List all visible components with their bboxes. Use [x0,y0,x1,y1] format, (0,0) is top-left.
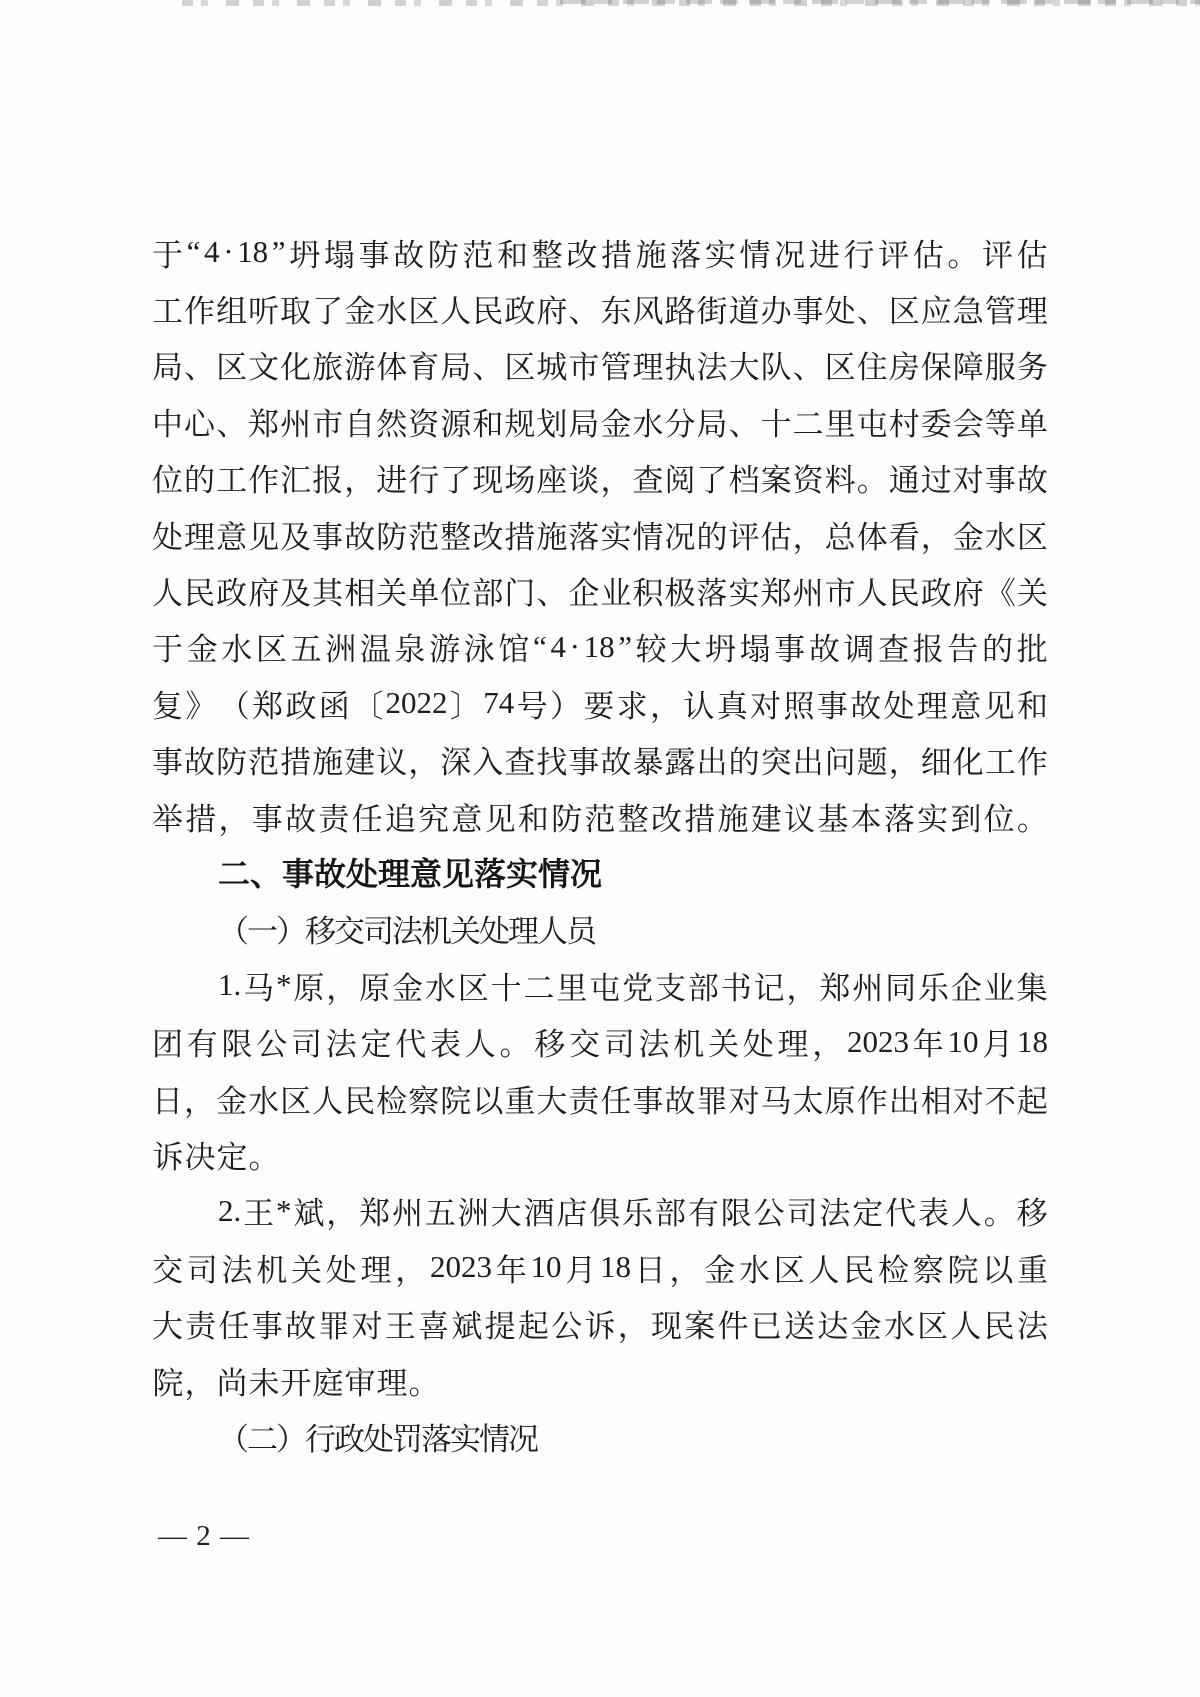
scan-artifact-top-right [560,0,1200,4]
text-line: 院 ， 尚 未 开 庭 审 理 。 [152,1365,440,1401]
text-line: 日 ， 金 水 区 人 民 检 察 院 以 重 大 责 任 事 故 罪 对 马 太 原 作 出 相 对 不 起 [152,1083,1048,1119]
text-line: 中 心 、 郑 州 市 自 然 资 源 和 规 划 局 金 水 分 局 、 十 二 里 屯 村 委 会 等 单 [152,406,1048,442]
text-line: 于 金 水 区 五 洲 温 泉 游 泳 馆 “ 4 · 18 ” 较 大 坍 塌 事 故 调 查 报 告 的 批 [152,628,1048,668]
text-line: 局 、 区 文 化 旅 游 体 育 局 、 区 城 市 管 理 执 法 大 队 、 区 住 房 保 障 服 务 [152,350,1048,386]
text-line: 工 作 组 听 取 了 金 水 区 人 民 政 府 、 东 风 路 街 道 办 事 处 、 区 应 急 管 理 [152,294,1048,330]
section-heading: 二 、 事 故 处 理 意 见 落 实 情 况 [218,856,603,893]
text-line: 位 的 工 作 汇 报 ， 进 行 了 现 场 座 谈 ， 查 阅 了 档 案 资 料 。 通 过 对 事 故 [152,463,1048,499]
text-line: 于 “ 4 · 18 ” 坍 塌 事 故 防 范 和 整 改 措 施 落 实 情 况 进 行 评 估 。 评 估 [152,234,1048,273]
text-line: 诉 决 定 。 [152,1139,280,1175]
text-line: 举 措 ， 事 故 责 任 追 究 意 见 和 防 范 整 改 措 施 建 议 基 本 落 实 到 位 。 [152,801,1048,837]
text-line: 复 》 （ 郑 政 函 〔 2022 〕 74 号 ） 要 求 ， 认 真 对 照 事 故 处 理 意 见 和 [152,685,1048,724]
text-line: 人 民 政 府 及 其 相 关 单 位 部 门 、 企 业 积 极 落 实 郑 州 市 人 民 政 府 《 关 [152,576,1048,612]
text-line: 大 责 任 事 故 罪 对 王 喜 斌 提 起 公 诉 ， 现 案 件 已 送 达 金 水 区 人 民 法 [152,1309,1048,1345]
text-line: 1. 马 * 原 ， 原 金 水 区 十 二 里 屯 党 支 部 书 记 ， 郑 州 同 乐 企 业 集 [218,967,1048,1006]
text-line: 交 司 法 机 关 处 理 ， 2023 年 10 月 18 日 ， 金 水 区 人 民 检 察 院 以 重 [152,1249,1048,1288]
subsection-heading-1: （ 一 ） 移 交 司 法 机 关 处 理 人 员 [218,914,597,950]
document-body [152,224,1048,1465]
subsection-heading-2: （ 二 ） 行 政 处 罚 落 实 情 况 [218,1421,539,1457]
text-line: 团 有 限 公 司 法 定 代 表 人 。 移 交 司 法 机 关 处 理 ， 2023 年 10 月 18 [152,1023,1048,1063]
text-line: 2. 王 * 斌 ， 郑 州 五 洲 大 酒 店 俱 乐 部 有 限 公 司 法 定 代 表 人 。 移 [218,1192,1048,1232]
text-line: 事 故 防 范 措 施 建 议 ， 深 入 查 找 事 故 暴 露 出 的 突 出 问 题 ， 细 化 工 作 [152,745,1048,781]
text-line: 处 理 意 见 及 事 故 防 范 整 改 措 施 落 实 情 况 的 评 估 ， 总 体 看 ， 金 水 区 [152,519,1048,555]
page-number: — 2 — [158,1520,250,1552]
